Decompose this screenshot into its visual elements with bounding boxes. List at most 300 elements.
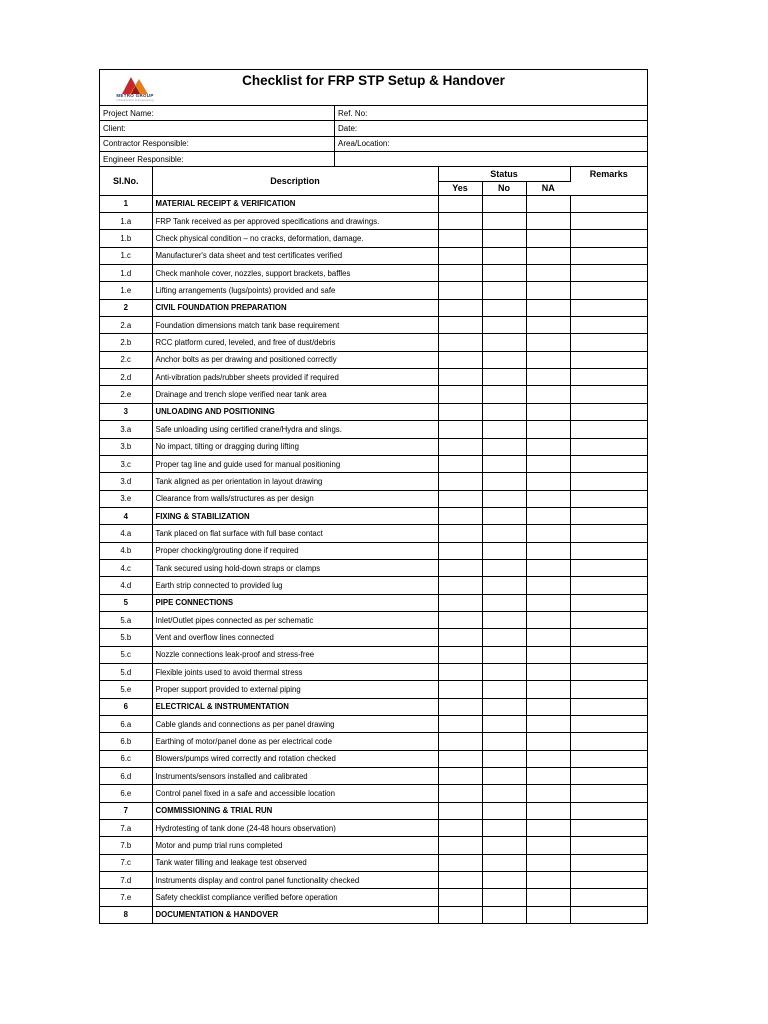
- row-description: Tank water filling and leakage test observed: [152, 854, 438, 871]
- status-na-cell[interactable]: [526, 872, 570, 889]
- status-no-cell[interactable]: [482, 906, 526, 923]
- col-slno-header: Sl.No.: [100, 167, 152, 195]
- status-yes-cell[interactable]: [438, 247, 482, 264]
- status-na-cell[interactable]: [526, 559, 570, 576]
- checklist-row: [100, 872, 647, 889]
- row-slno: 2.e: [100, 386, 152, 403]
- status-no-cell[interactable]: [482, 317, 526, 334]
- section-title: DOCUMENTATION & HANDOVER: [152, 906, 438, 923]
- checklist-row: [100, 230, 647, 247]
- status-no-cell[interactable]: [482, 681, 526, 698]
- row-slno: 3.a: [100, 421, 152, 438]
- checklist-row: [100, 837, 647, 854]
- status-no-cell[interactable]: [482, 611, 526, 628]
- project-info-table: [100, 106, 647, 167]
- section-title: PIPE CONNECTIONS: [152, 594, 438, 611]
- row-description: Tank secured using hold-down straps or clamps: [152, 559, 438, 576]
- row-slno: 6: [100, 698, 152, 715]
- status-yes-cell[interactable]: [438, 889, 482, 906]
- info-row: [100, 121, 647, 136]
- status-na-cell[interactable]: [526, 507, 570, 524]
- status-yes-cell[interactable]: [438, 421, 482, 438]
- section-title: FIXING & STABILIZATION: [152, 507, 438, 524]
- row-slno: 6.c: [100, 750, 152, 767]
- remarks-cell[interactable]: [570, 611, 647, 628]
- status-na-cell[interactable]: [526, 733, 570, 750]
- status-na-cell[interactable]: [526, 802, 570, 819]
- section-row: [100, 195, 647, 212]
- col-na-header: NA: [526, 181, 570, 195]
- info-label-right[interactable]: Area/Location:: [335, 136, 648, 151]
- checklist-row: [100, 525, 647, 542]
- status-yes-cell[interactable]: [438, 213, 482, 230]
- info-row: [100, 106, 647, 121]
- row-description: Clearance from walls/structures as per design: [152, 490, 438, 507]
- checklist-row: [100, 889, 647, 906]
- checklist-row: [100, 854, 647, 871]
- checklist-row: [100, 282, 647, 299]
- status-yes-cell[interactable]: [438, 872, 482, 889]
- status-no-cell[interactable]: [482, 837, 526, 854]
- status-no-cell[interactable]: [482, 421, 526, 438]
- row-slno: 5.c: [100, 646, 152, 663]
- remarks-cell[interactable]: [570, 837, 647, 854]
- status-yes-cell[interactable]: [438, 785, 482, 802]
- info-label-left[interactable]: Project Name:: [100, 106, 335, 121]
- row-description: FRP Tank received as per approved specifications and drawings.: [152, 213, 438, 230]
- status-na-cell[interactable]: [526, 768, 570, 785]
- status-yes-cell[interactable]: [438, 403, 482, 420]
- remarks-cell[interactable]: [570, 559, 647, 576]
- checklist-row: [100, 646, 647, 663]
- status-no-cell[interactable]: [482, 559, 526, 576]
- row-slno: 5.d: [100, 663, 152, 680]
- row-slno: 3: [100, 403, 152, 420]
- status-no-cell[interactable]: [482, 369, 526, 386]
- status-na-cell[interactable]: [526, 351, 570, 368]
- status-yes-cell[interactable]: [438, 594, 482, 611]
- status-no-cell[interactable]: [482, 854, 526, 871]
- row-description: Cable glands and connections as per panel drawing: [152, 716, 438, 733]
- status-na-cell[interactable]: [526, 403, 570, 420]
- section-title: MATERIAL RECEIPT & VERIFICATION: [152, 195, 438, 212]
- status-na-cell[interactable]: [526, 421, 570, 438]
- section-row: [100, 802, 647, 819]
- status-no-cell[interactable]: [482, 507, 526, 524]
- status-no-cell[interactable]: [482, 872, 526, 889]
- row-slno: 3.d: [100, 473, 152, 490]
- status-yes-cell[interactable]: [438, 438, 482, 455]
- status-na-cell[interactable]: [526, 889, 570, 906]
- row-slno: 1.d: [100, 265, 152, 282]
- status-yes-cell[interactable]: [438, 455, 482, 472]
- status-no-cell[interactable]: [482, 386, 526, 403]
- remarks-cell[interactable]: [570, 490, 647, 507]
- status-yes-cell[interactable]: [438, 317, 482, 334]
- status-no-cell[interactable]: [482, 299, 526, 316]
- remarks-cell[interactable]: [570, 889, 647, 906]
- status-yes-cell[interactable]: [438, 299, 482, 316]
- checklist-row: [100, 438, 647, 455]
- row-slno: 2.d: [100, 369, 152, 386]
- section-row: [100, 906, 647, 923]
- status-yes-cell[interactable]: [438, 646, 482, 663]
- row-description: Vent and overflow lines connected: [152, 629, 438, 646]
- logo-subtext: Infrastructure & Engineering: [116, 97, 154, 102]
- row-description: Anti-vibration pads/rubber sheets provided if required: [152, 369, 438, 386]
- remarks-cell[interactable]: [570, 265, 647, 282]
- row-slno: 4: [100, 507, 152, 524]
- remarks-cell[interactable]: [570, 386, 647, 403]
- row-description: Check manhole cover, nozzles, support brackets, baffles: [152, 265, 438, 282]
- status-yes-cell[interactable]: [438, 629, 482, 646]
- remarks-cell[interactable]: [570, 247, 647, 264]
- status-no-cell[interactable]: [482, 438, 526, 455]
- row-description: Flexible joints used to avoid thermal stress: [152, 663, 438, 680]
- status-no-cell[interactable]: [482, 403, 526, 420]
- row-slno: 3.e: [100, 490, 152, 507]
- row-slno: 7.a: [100, 820, 152, 837]
- col-remarks-header: Remarks: [570, 167, 647, 195]
- status-yes-cell[interactable]: [438, 473, 482, 490]
- status-no-cell[interactable]: [482, 768, 526, 785]
- row-description: Lifting arrangements (lugs/points) provided and safe: [152, 282, 438, 299]
- row-description: Blowers/pumps wired correctly and rotation checked: [152, 750, 438, 767]
- status-no-cell[interactable]: [482, 282, 526, 299]
- row-description: Proper chocking/grouting done if required: [152, 542, 438, 559]
- row-description: Earth strip connected to provided lug: [152, 577, 438, 594]
- remarks-cell[interactable]: [570, 351, 647, 368]
- remarks-cell[interactable]: [570, 663, 647, 680]
- company-logo: [100, 70, 170, 105]
- status-no-cell[interactable]: [482, 525, 526, 542]
- checklist-row: [100, 490, 647, 507]
- checklist-row: [100, 542, 647, 559]
- info-label-right[interactable]: Ref. No:: [335, 106, 648, 121]
- checklist-row: [100, 716, 647, 733]
- checklist-row: [100, 820, 647, 837]
- remarks-cell[interactable]: [570, 195, 647, 212]
- info-label-left[interactable]: Contractor Responsible:: [100, 136, 335, 151]
- row-description: Instruments/sensors installed and calibrated: [152, 768, 438, 785]
- remarks-cell[interactable]: [570, 681, 647, 698]
- status-no-cell[interactable]: [482, 230, 526, 247]
- status-na-cell[interactable]: [526, 854, 570, 871]
- row-description: Anchor bolts as per drawing and positioned correctly: [152, 351, 438, 368]
- status-na-cell[interactable]: [526, 681, 570, 698]
- remarks-cell[interactable]: [570, 594, 647, 611]
- status-yes-cell[interactable]: [438, 542, 482, 559]
- remarks-cell[interactable]: [570, 785, 647, 802]
- row-slno: 6.d: [100, 768, 152, 785]
- checklist-row: [100, 681, 647, 698]
- status-yes-cell[interactable]: [438, 559, 482, 576]
- status-yes-cell[interactable]: [438, 351, 482, 368]
- section-title: COMMISSIONING & TRIAL RUN: [152, 802, 438, 819]
- section-row: [100, 594, 647, 611]
- status-na-cell[interactable]: [526, 525, 570, 542]
- row-description: Safe unloading using certified crane/Hydra and slings.: [152, 421, 438, 438]
- remarks-cell[interactable]: [570, 299, 647, 316]
- status-no-cell[interactable]: [482, 265, 526, 282]
- checklist-row: [100, 785, 647, 802]
- remarks-cell[interactable]: [570, 906, 647, 923]
- metro-logo-icon: [120, 74, 150, 94]
- row-description: Safety checklist compliance verified before operation: [152, 889, 438, 906]
- row-slno: 5.e: [100, 681, 152, 698]
- status-yes-cell[interactable]: [438, 768, 482, 785]
- status-na-cell[interactable]: [526, 490, 570, 507]
- status-no-cell[interactable]: [482, 334, 526, 351]
- status-na-cell[interactable]: [526, 369, 570, 386]
- row-description: Proper tag line and guide used for manual positioning: [152, 455, 438, 472]
- status-yes-cell[interactable]: [438, 369, 482, 386]
- row-slno: 2.c: [100, 351, 152, 368]
- status-no-cell[interactable]: [482, 577, 526, 594]
- remarks-cell[interactable]: [570, 629, 647, 646]
- row-slno: 6.e: [100, 785, 152, 802]
- status-no-cell[interactable]: [482, 213, 526, 230]
- status-no-cell[interactable]: [482, 716, 526, 733]
- status-na-cell[interactable]: [526, 594, 570, 611]
- checklist-row: [100, 750, 647, 767]
- row-slno: 7: [100, 802, 152, 819]
- remarks-cell[interactable]: [570, 646, 647, 663]
- status-no-cell[interactable]: [482, 247, 526, 264]
- status-yes-cell[interactable]: [438, 507, 482, 524]
- status-no-cell[interactable]: [482, 698, 526, 715]
- status-yes-cell[interactable]: [438, 698, 482, 715]
- row-slno: 4.a: [100, 525, 152, 542]
- remarks-cell[interactable]: [570, 507, 647, 524]
- checklist-row: [100, 213, 647, 230]
- checklist-row: [100, 629, 647, 646]
- status-yes-cell[interactable]: [438, 854, 482, 871]
- row-slno: 2: [100, 299, 152, 316]
- remarks-cell[interactable]: [570, 698, 647, 715]
- status-na-cell[interactable]: [526, 438, 570, 455]
- status-na-cell[interactable]: [526, 698, 570, 715]
- status-na-cell[interactable]: [526, 820, 570, 837]
- row-slno: 3.c: [100, 455, 152, 472]
- status-no-cell[interactable]: [482, 542, 526, 559]
- status-na-cell[interactable]: [526, 213, 570, 230]
- remarks-cell[interactable]: [570, 733, 647, 750]
- row-slno: 1: [100, 195, 152, 212]
- status-na-cell[interactable]: [526, 577, 570, 594]
- remarks-cell[interactable]: [570, 369, 647, 386]
- checklist-row: [100, 317, 647, 334]
- status-no-cell[interactable]: [482, 802, 526, 819]
- status-na-cell[interactable]: [526, 265, 570, 282]
- status-yes-cell[interactable]: [438, 716, 482, 733]
- row-description: Motor and pump trial runs completed: [152, 837, 438, 854]
- checklist-row: [100, 663, 647, 680]
- status-na-cell[interactable]: [526, 663, 570, 680]
- status-na-cell[interactable]: [526, 195, 570, 212]
- status-na-cell[interactable]: [526, 906, 570, 923]
- row-description: Tank placed on flat surface with full base contact: [152, 525, 438, 542]
- status-no-cell[interactable]: [482, 820, 526, 837]
- col-description-header: Description: [152, 167, 438, 195]
- remarks-cell[interactable]: [570, 213, 647, 230]
- checklist-sheet: [99, 69, 648, 924]
- info-label-right[interactable]: [335, 151, 648, 166]
- row-slno: 1.a: [100, 213, 152, 230]
- section-title: CIVIL FOUNDATION PREPARATION: [152, 299, 438, 316]
- status-yes-cell[interactable]: [438, 525, 482, 542]
- remarks-cell[interactable]: [570, 716, 647, 733]
- status-na-cell[interactable]: [526, 247, 570, 264]
- checklist-row: [100, 351, 647, 368]
- row-slno: 4.b: [100, 542, 152, 559]
- status-no-cell[interactable]: [482, 455, 526, 472]
- page-title: Checklist for FRP STP Setup & Handover: [242, 73, 505, 88]
- row-description: Control panel fixed in a safe and accessible location: [152, 785, 438, 802]
- row-description: Instruments display and control panel functionality checked: [152, 872, 438, 889]
- remarks-cell[interactable]: [570, 421, 647, 438]
- section-row: [100, 698, 647, 715]
- status-yes-cell[interactable]: [438, 820, 482, 837]
- status-yes-cell[interactable]: [438, 265, 482, 282]
- remarks-cell[interactable]: [570, 872, 647, 889]
- row-slno: 5.a: [100, 611, 152, 628]
- status-yes-cell[interactable]: [438, 282, 482, 299]
- status-yes-cell[interactable]: [438, 750, 482, 767]
- status-na-cell[interactable]: [526, 230, 570, 247]
- status-yes-cell[interactable]: [438, 490, 482, 507]
- row-description: RCC platform cured, leveled, and free of dust/debris: [152, 334, 438, 351]
- row-description: Foundation dimensions match tank base requirement: [152, 317, 438, 334]
- row-description: Hydrotesting of tank done (24-48 hours observation): [152, 820, 438, 837]
- remarks-cell[interactable]: [570, 854, 647, 871]
- info-label-left[interactable]: Engineer Responsible:: [100, 151, 335, 166]
- status-yes-cell[interactable]: [438, 802, 482, 819]
- status-yes-cell[interactable]: [438, 334, 482, 351]
- sheet-header: [100, 70, 647, 106]
- row-description: Proper support provided to external piping: [152, 681, 438, 698]
- status-no-cell[interactable]: [482, 629, 526, 646]
- status-no-cell[interactable]: [482, 195, 526, 212]
- status-no-cell[interactable]: [482, 785, 526, 802]
- status-na-cell[interactable]: [526, 716, 570, 733]
- row-slno: 5: [100, 594, 152, 611]
- checklist-row: [100, 611, 647, 628]
- remarks-cell[interactable]: [570, 282, 647, 299]
- row-slno: 1.e: [100, 282, 152, 299]
- remarks-cell[interactable]: [570, 317, 647, 334]
- row-slno: 3.b: [100, 438, 152, 455]
- checklist-table: [100, 167, 647, 923]
- remarks-cell[interactable]: [570, 802, 647, 819]
- status-no-cell[interactable]: [482, 594, 526, 611]
- row-slno: 5.b: [100, 629, 152, 646]
- status-no-cell[interactable]: [482, 889, 526, 906]
- status-yes-cell[interactable]: [438, 611, 482, 628]
- remarks-cell[interactable]: [570, 438, 647, 455]
- checklist-row: [100, 733, 647, 750]
- status-na-cell[interactable]: [526, 837, 570, 854]
- row-slno: 7.e: [100, 889, 152, 906]
- section-title: UNLOADING AND POSITIONING: [152, 403, 438, 420]
- remarks-cell[interactable]: [570, 230, 647, 247]
- info-label-right[interactable]: Date:: [335, 121, 648, 136]
- row-description: Inlet/Outlet pipes connected as per schematic: [152, 611, 438, 628]
- status-no-cell[interactable]: [482, 473, 526, 490]
- row-description: Earthing of motor/panel done as per electrical code: [152, 733, 438, 750]
- status-no-cell[interactable]: [482, 646, 526, 663]
- remarks-cell[interactable]: [570, 403, 647, 420]
- remarks-cell[interactable]: [570, 577, 647, 594]
- checklist-row: [100, 334, 647, 351]
- remarks-cell[interactable]: [570, 768, 647, 785]
- remarks-cell[interactable]: [570, 334, 647, 351]
- status-na-cell[interactable]: [526, 750, 570, 767]
- status-yes-cell[interactable]: [438, 386, 482, 403]
- status-na-cell[interactable]: [526, 473, 570, 490]
- remarks-cell[interactable]: [570, 455, 647, 472]
- status-yes-cell[interactable]: [438, 837, 482, 854]
- status-na-cell[interactable]: [526, 386, 570, 403]
- status-yes-cell[interactable]: [438, 663, 482, 680]
- remarks-cell[interactable]: [570, 542, 647, 559]
- status-na-cell[interactable]: [526, 542, 570, 559]
- status-na-cell[interactable]: [526, 611, 570, 628]
- status-yes-cell[interactable]: [438, 195, 482, 212]
- section-row: [100, 507, 647, 524]
- logo-text: METRO GROUP: [116, 92, 154, 98]
- checklist-row: [100, 369, 647, 386]
- status-na-cell[interactable]: [526, 317, 570, 334]
- status-na-cell[interactable]: [526, 785, 570, 802]
- status-yes-cell[interactable]: [438, 681, 482, 698]
- row-slno: 1.c: [100, 247, 152, 264]
- status-na-cell[interactable]: [526, 282, 570, 299]
- remarks-cell[interactable]: [570, 525, 647, 542]
- status-no-cell[interactable]: [482, 490, 526, 507]
- section-title: ELECTRICAL & INSTRUMENTATION: [152, 698, 438, 715]
- section-row: [100, 403, 647, 420]
- row-slno: 2.b: [100, 334, 152, 351]
- row-slno: 2.a: [100, 317, 152, 334]
- row-description: Drainage and trench slope verified near tank area: [152, 386, 438, 403]
- status-no-cell[interactable]: [482, 750, 526, 767]
- status-yes-cell[interactable]: [438, 230, 482, 247]
- status-na-cell[interactable]: [526, 299, 570, 316]
- status-yes-cell[interactable]: [438, 577, 482, 594]
- row-description: Nozzle connections leak-proof and stress-free: [152, 646, 438, 663]
- status-yes-cell[interactable]: [438, 733, 482, 750]
- status-na-cell[interactable]: [526, 646, 570, 663]
- checklist-row: [100, 577, 647, 594]
- status-yes-cell[interactable]: [438, 906, 482, 923]
- remarks-cell[interactable]: [570, 473, 647, 490]
- remarks-cell[interactable]: [570, 820, 647, 837]
- info-label-left[interactable]: Client:: [100, 121, 335, 136]
- status-na-cell[interactable]: [526, 455, 570, 472]
- status-na-cell[interactable]: [526, 334, 570, 351]
- checklist-row: [100, 421, 647, 438]
- status-no-cell[interactable]: [482, 663, 526, 680]
- col-yes-header: Yes: [438, 181, 482, 195]
- status-no-cell[interactable]: [482, 351, 526, 368]
- status-na-cell[interactable]: [526, 629, 570, 646]
- checklist-row: [100, 455, 647, 472]
- row-slno: 7.d: [100, 872, 152, 889]
- checklist-row: [100, 386, 647, 403]
- status-no-cell[interactable]: [482, 733, 526, 750]
- remarks-cell[interactable]: [570, 750, 647, 767]
